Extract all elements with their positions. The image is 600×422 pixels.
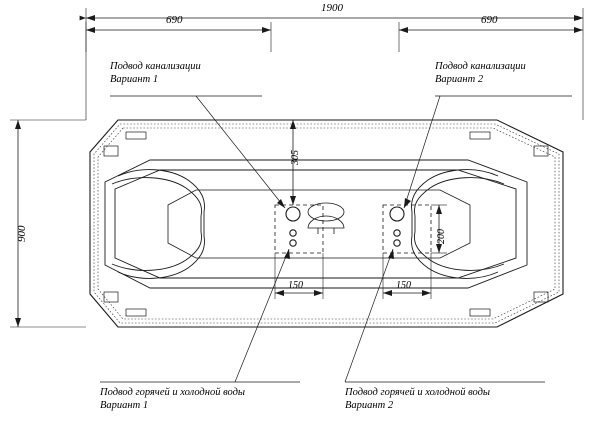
bathtub-outer-dashed (94, 124, 559, 323)
dim-150-left (275, 253, 323, 299)
right-seat-contour (412, 170, 504, 279)
dim-label-690-left: 690 (166, 14, 183, 26)
callout-water-variant-1 (100, 386, 245, 412)
dim-label-305: 305 (290, 150, 301, 165)
callout-sewer-variant-1-line1: Подвод канализации (110, 61, 201, 72)
left-seat-contour (112, 170, 204, 279)
dim-label-150-right: 150 (396, 280, 411, 291)
callout-sewer-variant-2-line1: Подвод канализации (435, 61, 526, 72)
dim-label-1900: 1900 (321, 2, 343, 14)
callout-sewer-variant-1-line2: Вариант 1 (110, 74, 159, 85)
dim-label-690-right: 690 (481, 14, 498, 26)
callout-sewer-variant-1 (110, 60, 201, 86)
callout-water-variant-1-line1: Подвод горячей и холодной воды (100, 387, 246, 398)
dim-label-150-left: 150 (288, 280, 303, 291)
bathtub-floor-rect (168, 190, 470, 258)
left-drain-circle (286, 207, 300, 246)
bathtub-outer-outline (90, 120, 563, 327)
callout-water-variant-2-line1: Подвод горячей и холодной воды (345, 387, 491, 398)
left-connection-box (275, 205, 323, 253)
callout-water-variant-2 (345, 386, 490, 412)
dim-150-right (383, 253, 431, 299)
dim-label-200: 200 (436, 229, 447, 244)
callout-water-variant-1-line2: Вариант 1 (100, 400, 149, 411)
right-drain-circle (390, 207, 404, 246)
center-overflow-detail (308, 203, 344, 234)
callout-water-variant-2-line2: Вариант 2 (345, 400, 394, 411)
callout-sewer-variant-2-line2: Вариант 2 (435, 74, 484, 85)
callout-sewer-variant-2 (435, 60, 526, 86)
dim-label-900: 900 (16, 225, 28, 242)
leader-lines (100, 96, 572, 382)
